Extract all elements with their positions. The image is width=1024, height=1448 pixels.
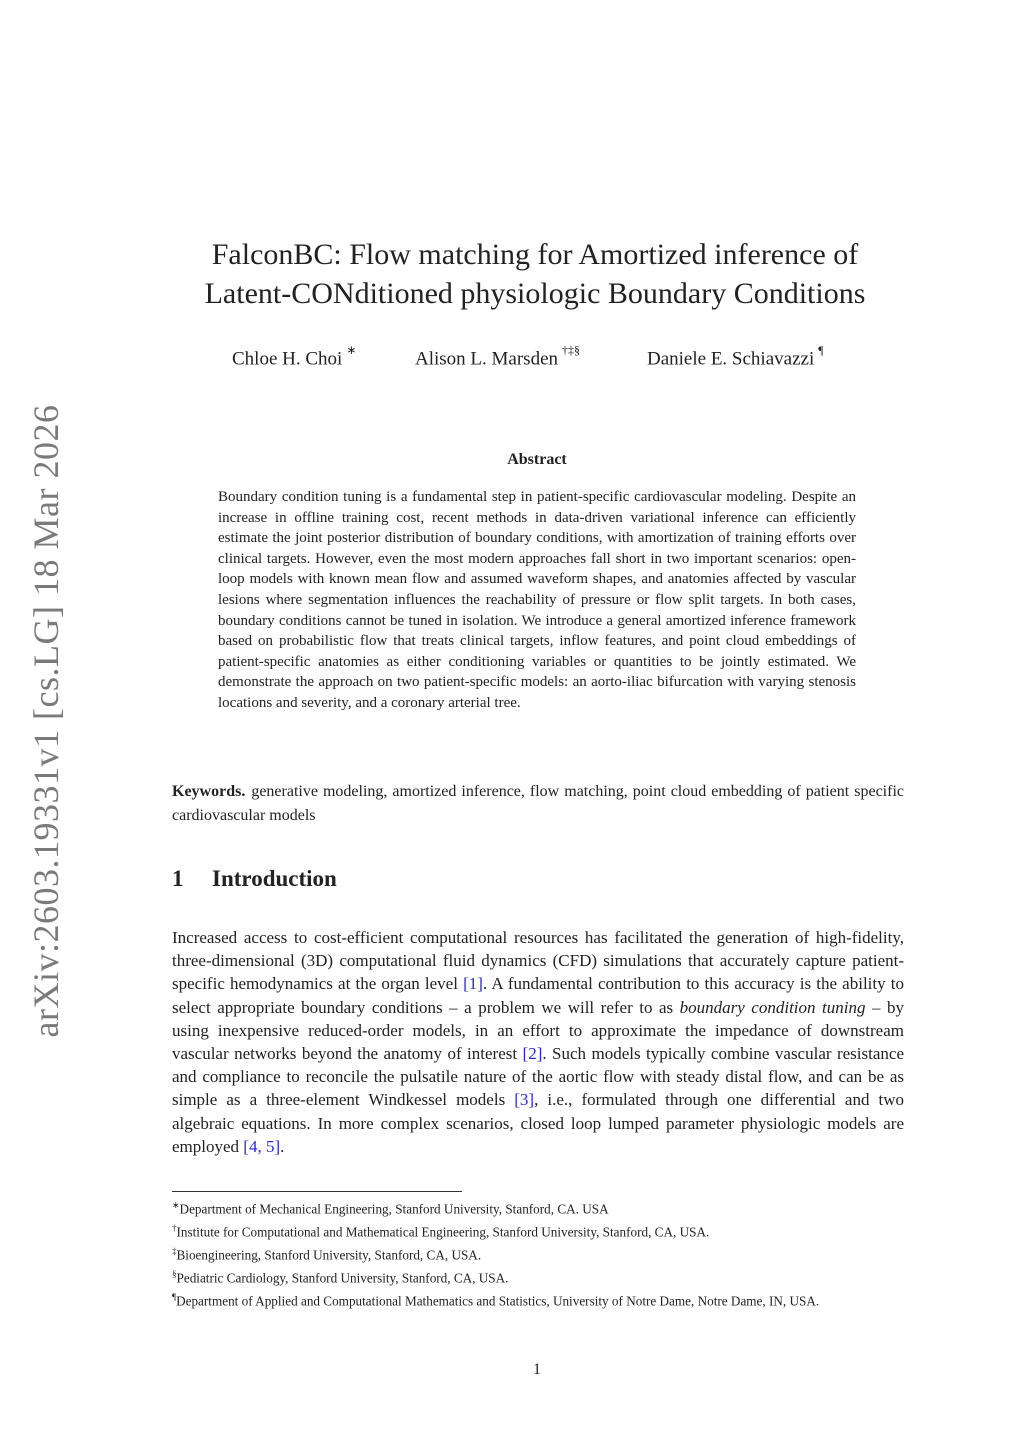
title-line-2: Latent-CONditioned physiologic Boundary Conditions: [204, 277, 866, 310]
footnote-item: [172, 1242, 904, 1265]
abstract-heading: Abstract: [507, 451, 567, 468]
footnote-divider: [172, 1191, 462, 1192]
author-3: [647, 343, 824, 370]
intro-emphasis: boundary condition tuning: [679, 997, 866, 1017]
arxiv-identifier[interactable]: arXiv:2603.19331v1 [cs.LG] 18 Mar 2026: [26, 404, 66, 1038]
keywords-label: Keywords.: [172, 783, 246, 800]
author-affiliation-mark[interactable]: ¶: [818, 343, 824, 357]
paper-title: [150, 235, 920, 313]
author-name: Chloe H. Choi: [232, 348, 343, 370]
abstract-text: Boundary condition tuning is a fundamental step in patient-specific cardiovascular modeling. Despite an increase in offline training cost, recent methods in data-driven variational inference can efficiently estimate the joint posterior distribution of boundary conditions, with amortization of training efforts over clinical targets. However, even the most modern approaches fall short in two important scenarios: open-loop models with known mean flow and assumed waveform shapes, and anatomies affected by vascular lesions where segmentation influences the reachability of pressure or flow split targets. In both cases, boundary conditions cannot be tuned in isolation. We introduce a general amortized inference framework based on probabilistic flow that treats clinical targets, inflow features, and point cloud embeddings of patient-specific anatomies as either conditioning variables or quantities to be jointly estimated. We demonstrate the approach on two patient-specific models: an aorto-iliac bifurcation with varying stenosis locations and severity, and a coronary arterial tree.: [218, 489, 856, 711]
intro-text: Increased access to cost-efficient computational resources has facilitated the generation of high-fidelity, three-dimensional (3D) computational fluid dynamics (CFD) simulations that accurately capture patient-specific hemodynamics at the organ level: [172, 928, 904, 994]
keywords-text: generative modeling, amortized inference, flow matching, point cloud embedding of patient specific cardiovascular models: [172, 783, 904, 824]
footnote-mark: †: [172, 1222, 177, 1233]
footnote-item: [172, 1196, 904, 1219]
footnote-item: [172, 1288, 904, 1311]
citation-link[interactable]: [3]: [514, 1090, 535, 1110]
intro-text: , i.e., formulated through one differential and two algebraic equations. In more complex scenarios, closed loop lumped parameter physiologic models are employed: [172, 1090, 904, 1156]
intro-text: – by using inexpensive reduced-order models, in an effort to approximate the impedance of downstream vascular networks beyond the anatomy of interest: [172, 997, 904, 1064]
author-1: [232, 343, 357, 370]
author-name: Daniele E. Schiavazzi: [647, 348, 815, 370]
section-number: 1: [172, 866, 184, 891]
footnote-mark: ∗: [172, 1200, 180, 1210]
footnote-item: [172, 1219, 904, 1242]
intro-text: . A fundamental contribution to this accuracy is the ability to select appropriate boundary conditions – a problem we will refer to as: [172, 974, 904, 1017]
intro-text: . Such models typically combine vascular resistance and compliance to reconcile the pulsatile nature of the aortic flow with steady distal flow, and can be as simple as a three-element Windkessel models: [172, 1044, 904, 1110]
author-affiliation-mark[interactable]: ∗: [346, 343, 357, 357]
footnotes: [172, 1196, 904, 1310]
author-list: [0, 343, 1024, 376]
author-affiliation-mark[interactable]: †‡§: [562, 343, 581, 357]
footnote-text: Department of Mechanical Engineering, Stanford University, Stanford, CA. USA: [179, 1201, 609, 1217]
title-line-1: FalconBC: Flow matching for Amortized inference of: [211, 238, 859, 271]
footnote-text: Department of Applied and Computational Mathematics and Statistics, University of Notre Dame, Notre Dame, IN, USA.: [176, 1292, 820, 1308]
citation-link[interactable]: [1]: [463, 974, 483, 994]
page-number: 1: [533, 1361, 541, 1378]
section-heading: [172, 866, 337, 892]
citation-link[interactable]: [2]: [522, 1044, 543, 1064]
introduction-paragraph: [172, 926, 904, 1158]
footnote-text: Bioengineering, Stanford University, Stanford, CA, USA.: [176, 1247, 482, 1263]
footnote-item: [172, 1265, 904, 1288]
footnote-mark: ‡: [172, 1245, 177, 1256]
footnote-text: Pediatric Cardiology, Stanford University, Stanford, CA, USA.: [176, 1270, 509, 1286]
author-name: Alison L. Marsden: [415, 348, 559, 370]
footnote-mark: §: [172, 1268, 177, 1279]
citation-link[interactable]: [4, 5]: [243, 1136, 281, 1156]
section-title: Introduction: [212, 866, 337, 891]
keywords: [172, 780, 904, 827]
footnote-mark: ¶: [172, 1291, 177, 1302]
intro-text: .: [280, 1136, 285, 1156]
author-2: [415, 343, 581, 370]
footnote-text: Institute for Computational and Mathematical Engineering, Stanford University, Stanford, CA, USA.: [176, 1224, 710, 1240]
